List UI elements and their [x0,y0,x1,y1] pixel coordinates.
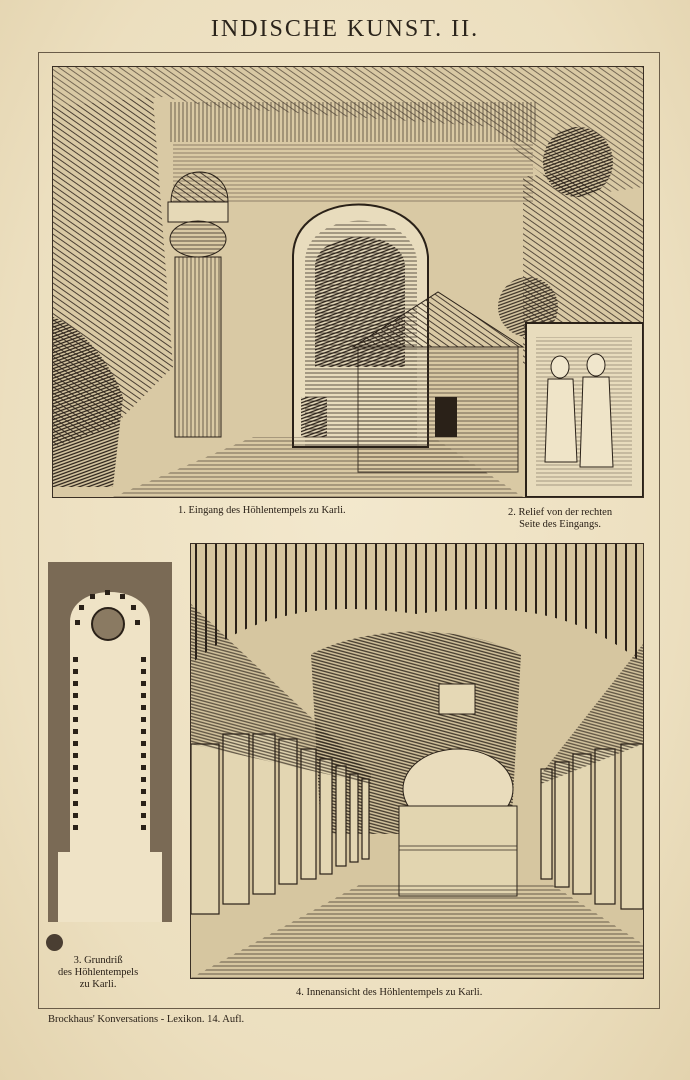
figure-4-caption: 4. Innenansicht des Höhlentempels zu Karli. [296,987,483,998]
footer-publisher-note: Brockhaus' Konversations - Lexikon. 14. Aufl. [48,1014,245,1025]
figure-4-cave-interior-engraving [190,543,644,979]
plate-title: INDISCHE KUNST. II. [210,16,480,42]
figure-3-caption [58,955,138,991]
figure-1-caption: 1. Eingang des Höhlentempels zu Karli. [178,505,346,516]
figure-2-caption [508,507,612,531]
figure-3-caption-line3: zu Karli. [79,979,117,990]
figure-3-caption-line1: 3. Grundriß [73,955,123,966]
figure-1-cave-entrance-engraving [52,66,644,498]
figure-2-caption-line2: Seite des Eingangs. [519,519,602,530]
figure-3-caption-line2: des Höhlentempels [58,967,139,978]
figure-2-caption-line1: 2. Relief von der rechten [508,507,613,518]
plan-column-marker [46,934,63,951]
figure-3-ground-plan [48,562,172,922]
